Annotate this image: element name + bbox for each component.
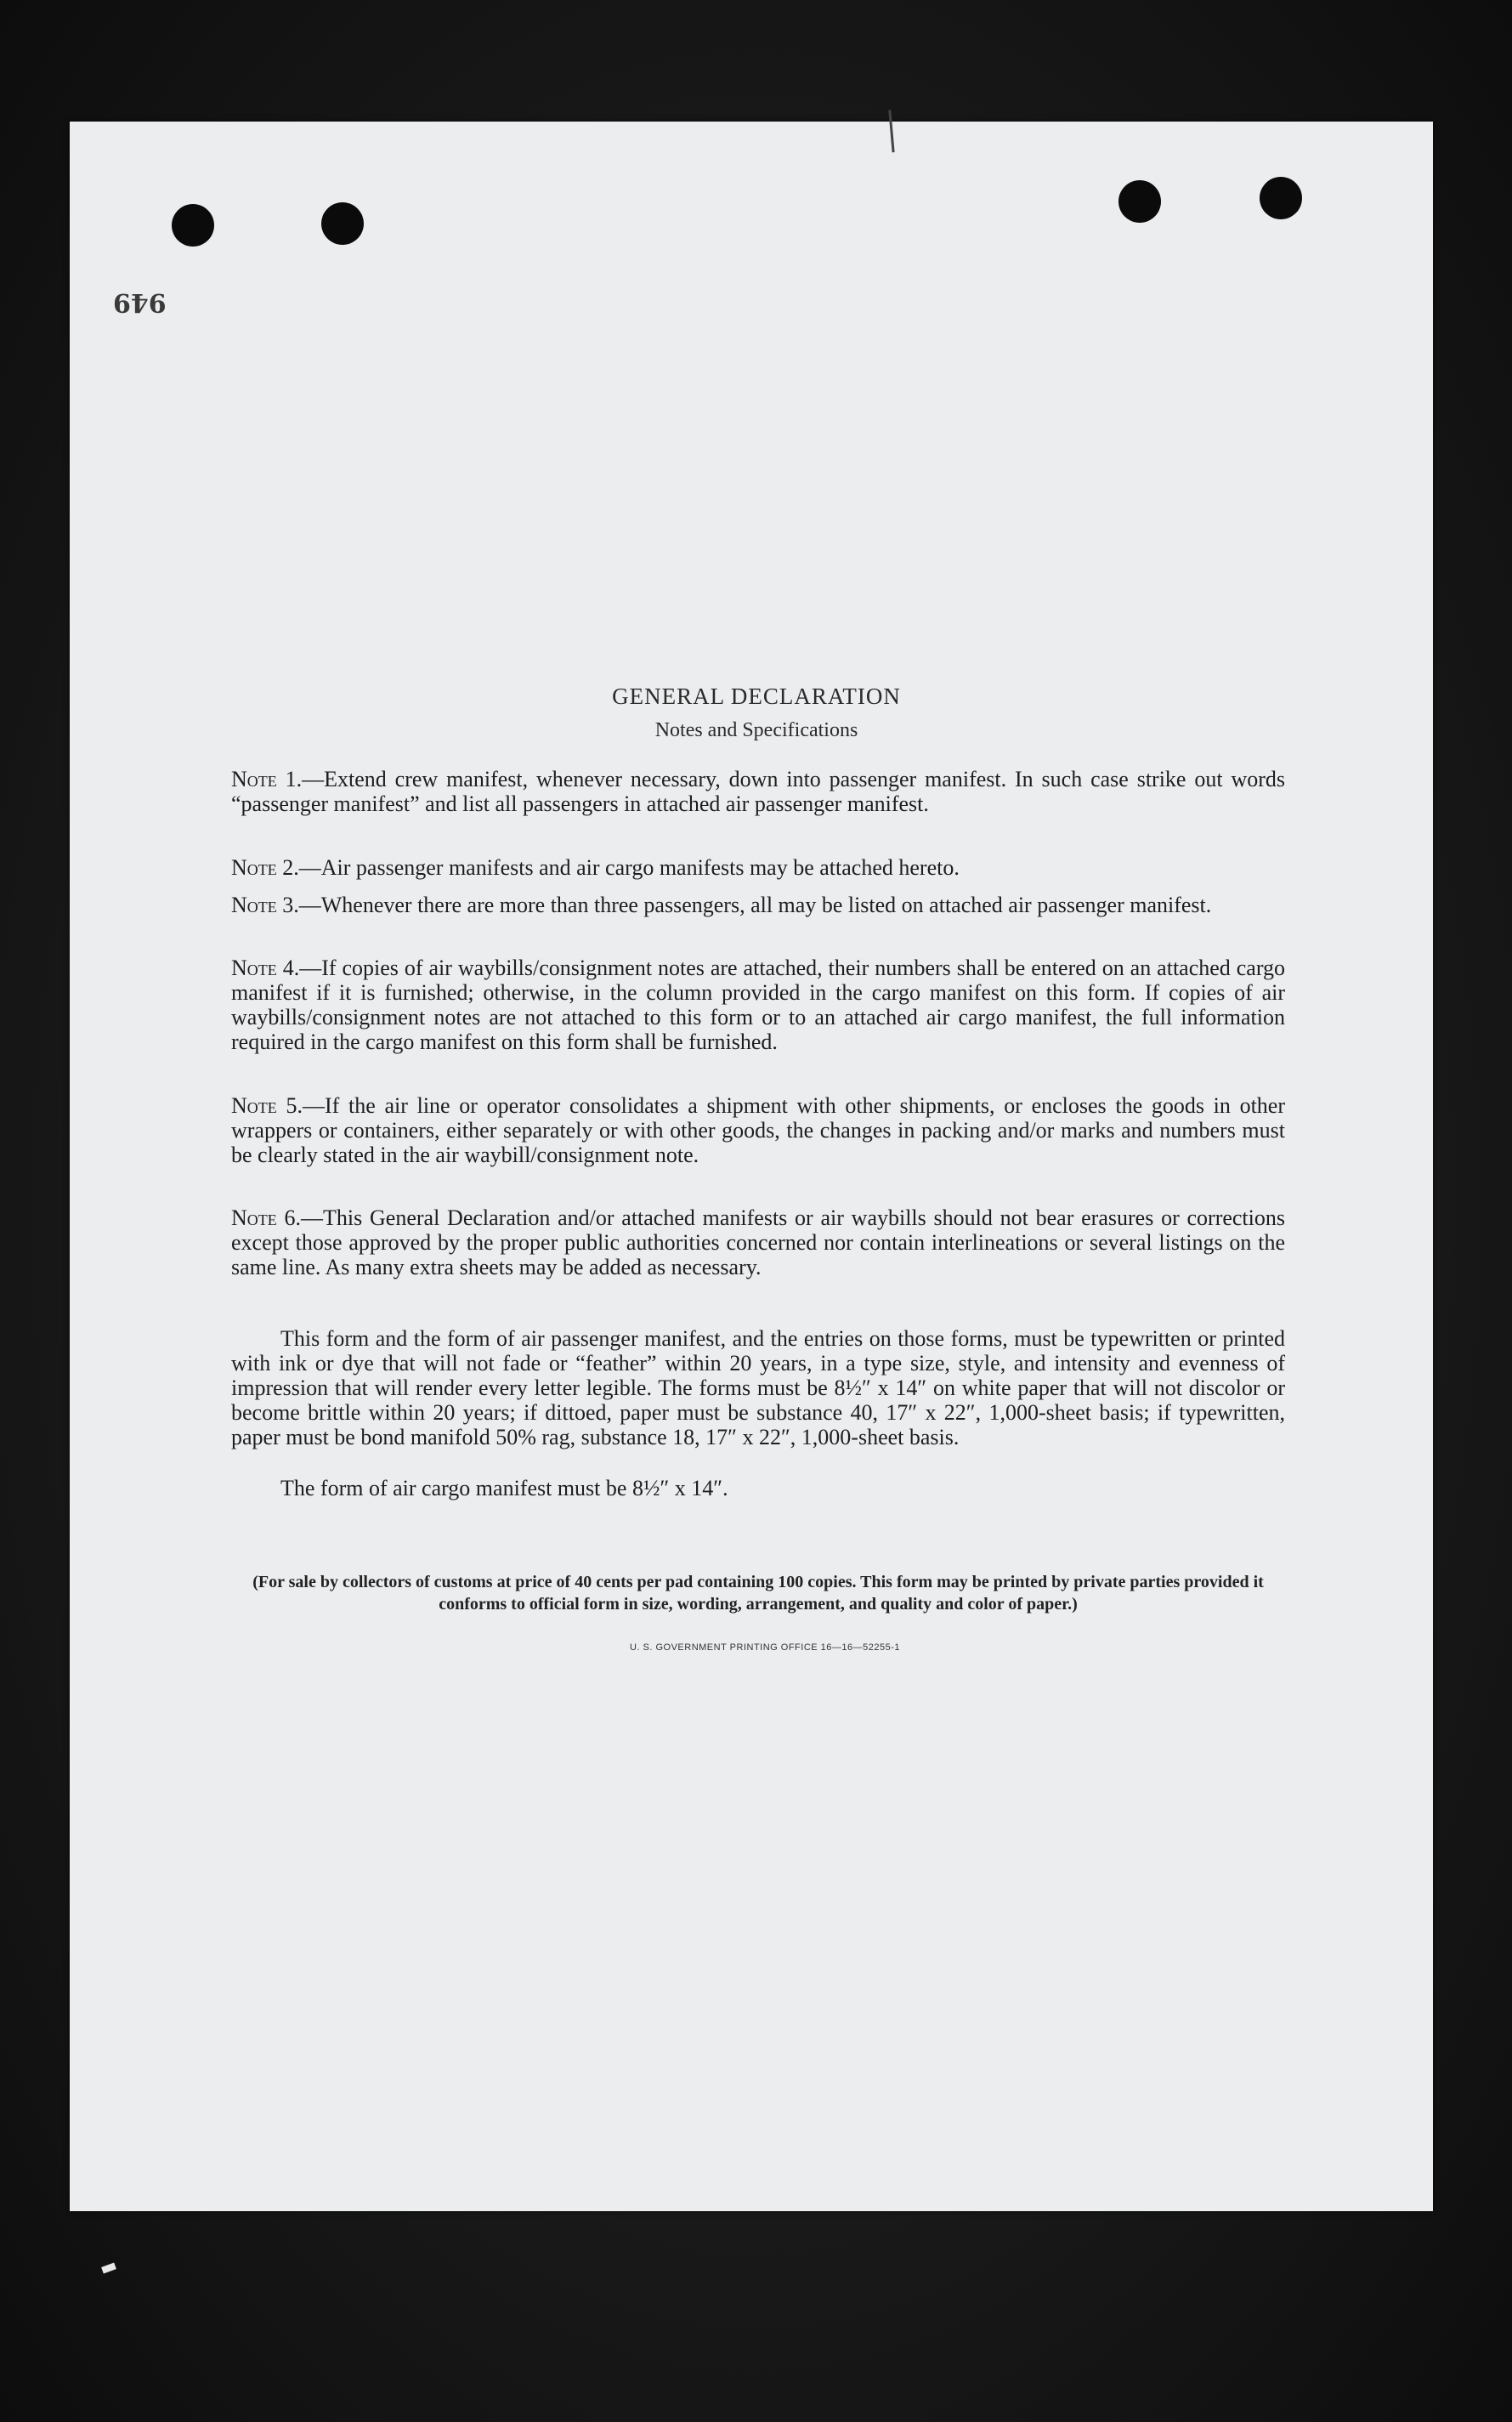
note-1 xyxy=(231,767,1285,816)
note-label: Note 5. xyxy=(231,1093,303,1118)
cargo-manifest-size-paragraph: The form of air cargo manifest must be 8½″ x 14″. xyxy=(280,1476,728,1500)
note-3 xyxy=(231,893,1285,917)
note-text: —This General Declaration and/or attached manifests or air waybills should not bear erasures or corrections except those approved by the proper public authorities concerned nor contain interlineations or several listings on the same line. As many extra sheets may be added as necessary. xyxy=(231,1205,1286,1279)
sale-notice: (For sale by collectors of customs at price of 40 cents per pad containing 100 copies. This form may be printed by private parties provided it conforms to official form in size, wording, arrangement, and quality and color of paper.) xyxy=(252,1573,1264,1614)
punch-hole xyxy=(172,204,214,247)
note-text: —Air passenger manifests and air cargo manifests may be attached hereto. xyxy=(298,855,960,880)
note-text: —If copies of air waybills/consignment notes are attached, their numbers shall be entered on an attached cargo manifest if it is furnished; otherwise, in the column provided in the cargo manifest on this form. If copies of air waybills/consignment notes are not attached to this form or to an attached air cargo manifest, the full information required in the cargo manifest on this form shall be furnished. xyxy=(231,956,1286,1054)
note-label: Note 3. xyxy=(231,893,299,917)
punch-hole xyxy=(1118,180,1161,223)
note-text: —Extend crew manifest, whenever necessary, down into passenger manifest. In such case strike out words “passenger manifest” and list all passengers in attached air passenger manifest. xyxy=(231,767,1286,816)
punch-hole xyxy=(1260,177,1302,219)
note-text: —Whenever there are more than three passengers, all may be listed on attached air passenger manifest. xyxy=(298,893,1212,917)
punch-hole xyxy=(321,202,364,245)
note-label: Note 1. xyxy=(231,767,303,791)
page-subtitle: Notes and Specifications xyxy=(654,719,858,741)
note-6 xyxy=(231,1205,1285,1279)
note-5 xyxy=(231,1093,1285,1167)
note-text: —If the air line or operator consolidates a shipment with other shipments, or encloses the goods in other wrappers or containers, either separately or with other goods, the changes in packing and/or marks and numbers must be clearly stated in the air waybill/consignment note. xyxy=(231,1093,1286,1167)
note-2 xyxy=(231,855,1285,880)
note-label: Note 4. xyxy=(231,956,300,980)
specifications-paragraph: This form and the form of air passenger manifest, and the entries on those forms, must be typewritten or printed with ink or dye that will not fade or “feather” within 20 years, in a type size, style, and intensity and evenness of impression that will render every letter legible. The forms must be 8½″ x 14″ on white paper that will not discolor or become brittle within 20 years; if dittoed, paper must be substance 40, 17″ x 22″, 1,000-sheet basis; if typewritten, paper must be bond manifold 50% rag, substance 18, 17″ x 22″, 1,000-sheet basis. xyxy=(231,1326,1285,1449)
printer-imprint: U. S. GOVERNMENT PRINTING OFFICE 16—16—52255-1 xyxy=(629,1642,901,1653)
note-label: Note 2. xyxy=(231,855,299,880)
page-title: GENERAL DECLARATION xyxy=(612,683,901,709)
stamp-number: 949 xyxy=(113,287,167,317)
note-4 xyxy=(231,956,1285,1054)
pen-mark xyxy=(864,110,894,155)
note-label: Note 6. xyxy=(231,1205,302,1230)
